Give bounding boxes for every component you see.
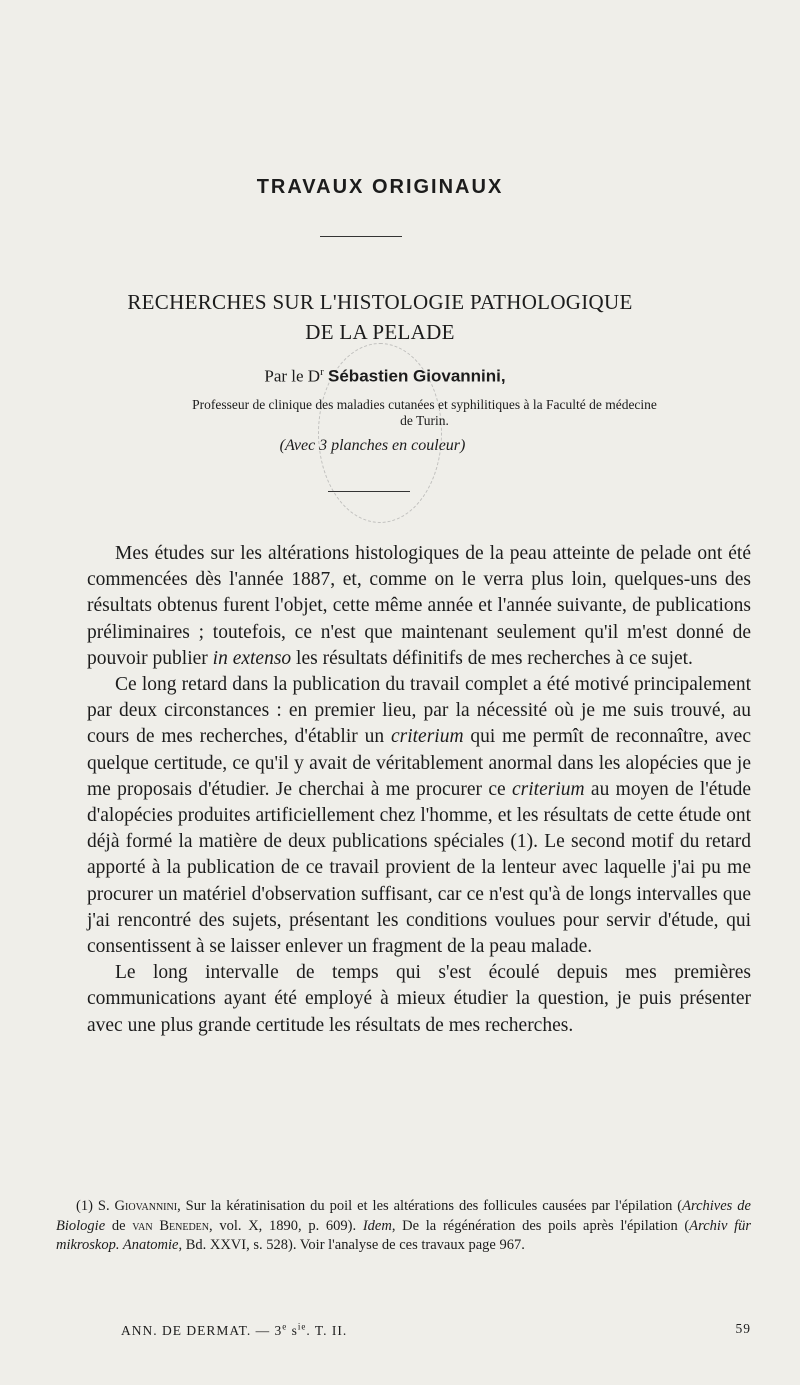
title-line: DE LA PELADE — [305, 320, 455, 344]
italic-term: in extenso — [212, 647, 292, 669]
footnote-editor: van Beneden — [132, 1217, 209, 1234]
section-heading: TRAVAUX ORIGINAUX — [256, 176, 504, 198]
page-number: 59 — [735, 1321, 751, 1336]
divider-rule — [328, 491, 410, 492]
text-run: les résultats définitifs de mes recherches à ce sujet. — [291, 647, 693, 669]
article-body — [87, 541, 751, 1039]
italic-title: Idem — [362, 1217, 392, 1234]
text-run: Ce long retard dans la publication du travail complet a été motivé principalement par deux circonstances : en premier lieu, par la nécessité où je me suis trouvé, au cours de mes recherches, d'établir un — [87, 674, 751, 748]
text-run: de — [105, 1217, 133, 1234]
text-run: e — [282, 1321, 288, 1331]
paragraph — [87, 960, 751, 1039]
text-run: . T. II. — [306, 1322, 348, 1338]
text-run: Mes études sur les altérations histologiques de la peau atteinte de pelade ont été commencées dès l'année 1887, et, comme on le verra plus loin, quelques-uns des résultats obtenus furent l'objet, cette même année et l'année suivante, de publications préliminaires ; toutefois, ce n'est que maintenant seulement qu'il m'est donné de pouvoir publier — [87, 543, 751, 669]
byline-prefix-sup: r — [320, 366, 324, 378]
title-line: RECHERCHES SUR L'HISTOLOGIE PATHOLOGIQUE — [127, 290, 633, 314]
journal-ref — [121, 1323, 347, 1338]
text-run: qui me permît de reconnaître, avec quelque certitude, ce qu'il y avait de véritablement anormal dans les alopécies que je me proposais d'étudier. Je cherchai à me procurer ce — [87, 726, 751, 800]
author-byline — [0, 366, 770, 387]
text-run: s — [287, 1322, 298, 1338]
article-title — [0, 287, 760, 347]
footnote-author: Giovannini — [114, 1198, 178, 1214]
text-run: Le long intervalle de temps qui s'est écoulé depuis mes premières communications ayant été employé à mieux étudier la question, je puis présenter avec une plus grande certitude les résultats de mes recherches. — [87, 962, 751, 1036]
byline-prefix: Par le D — [264, 366, 321, 386]
text-run: , De la régénération des poils après l'épilation ( — [391, 1217, 690, 1234]
affiliation-line: de Turin. — [400, 413, 449, 428]
italic-term: criterium — [390, 726, 464, 748]
text-run: ANN. DE DERMAT. — 3 — [121, 1322, 283, 1338]
italic-title: Archiv für mikroskop. Anatomie — [56, 1217, 752, 1253]
text-run: au moyen de l'étude d'alopécies produites artificiellement chez l'homme, et les résultats de cette étude ont déjà formé la matière de deux publications spéciales (1). Le second motif du retard apporté à la publication de ce travail provient de la lenteur avec laquelle j'ai pu me procurer un matériel d'observation suffisant, car ce n'est qu'à de longs intervalles que j'ai rencontré des sujets, présentant les conditions voulues pour servir d'étude, qui consentissent à se laisser enlever un fragment de la peau malade. — [87, 778, 752, 958]
paragraph — [87, 672, 751, 960]
footnote — [56, 1197, 751, 1256]
text-run: , Bd. XXVI, s. 528). Voir l'analyse de ces travaux page 967. — [178, 1237, 525, 1253]
text-run: ie — [297, 1321, 307, 1331]
running-footer — [121, 1321, 751, 1339]
divider-rule — [320, 236, 402, 237]
paragraph — [87, 541, 751, 672]
footnote-mark: (1) S. — [76, 1198, 115, 1214]
plates-note: (Avec 3 planches en couleur) — [279, 437, 466, 454]
italic-term: criterium — [512, 778, 585, 800]
author-name: Sébastien Giovannini, — [328, 366, 506, 386]
author-affiliation — [97, 397, 752, 429]
text-run: , vol. X, 1890, p. 609). — [209, 1217, 363, 1234]
footnote-text — [56, 1197, 751, 1256]
text-run: , Sur la kératinisation du poil et les altérations des follicules causées par l'épilation ( — [177, 1198, 683, 1214]
affiliation-line: Professeur de clinique des maladies cutanées et syphilitiques à la Faculté de médecine — [192, 397, 657, 412]
italic-title: Archives de Biologie — [56, 1198, 751, 1234]
